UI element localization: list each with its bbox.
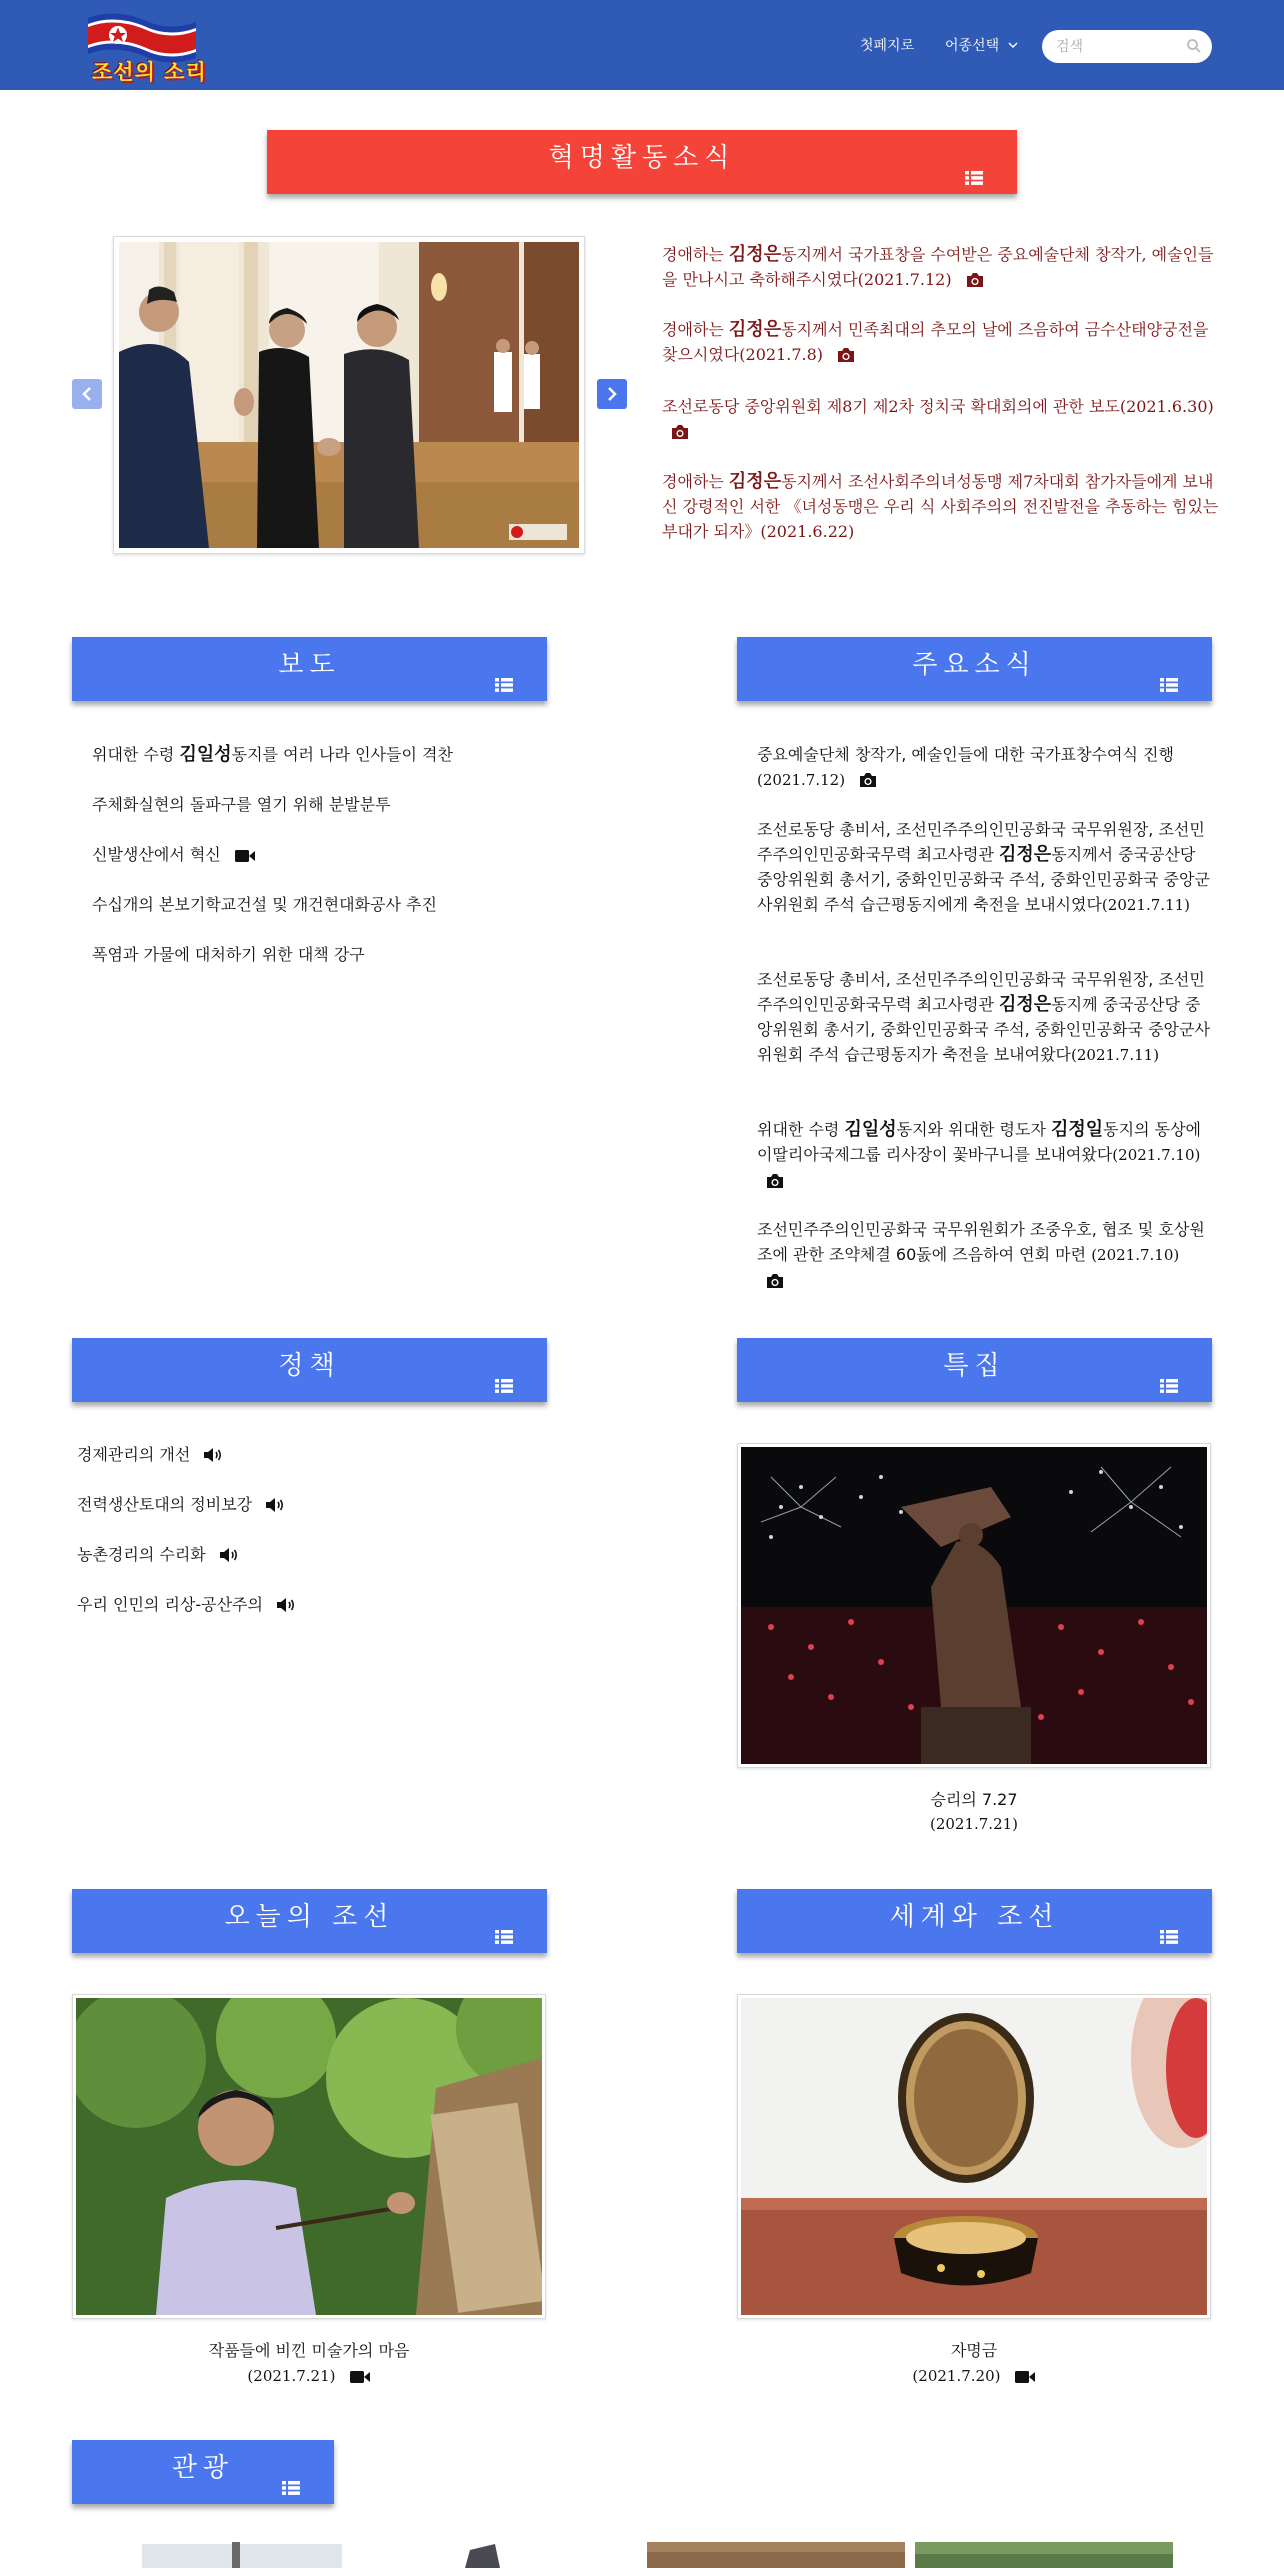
special-caption[interactable]: 승리의 7.27 (2021.7.21) — [929, 1790, 1019, 1833]
policy-banner[interactable] — [72, 1338, 547, 1402]
camera-icon — [858, 772, 878, 788]
nav-language-label: 어종선택 — [945, 38, 1000, 54]
report-item[interactable]: 위대한 수령 김일성동지를 여러 나라 인사들이 격찬 — [92, 744, 453, 765]
list-icon — [1160, 1379, 1178, 1393]
tourism-thumbnail[interactable] — [647, 2542, 905, 2568]
top-header — [0, 0, 1284, 90]
section-title: 세계와 조선 — [889, 1902, 1060, 1932]
report-item[interactable]: 주체화실현의 돌파구를 열기 위해 분발분투 — [92, 795, 391, 814]
speaker-icon — [265, 1497, 285, 1513]
list-icon — [282, 2481, 300, 2495]
world-banner[interactable] — [737, 1889, 1212, 1953]
section-title: 주요소식 — [912, 650, 1037, 680]
tourism-banner[interactable] — [72, 2440, 334, 2504]
search-input[interactable] — [1056, 37, 1181, 57]
list-icon — [965, 171, 983, 185]
policy-item[interactable]: 경제관리의 개선 — [77, 1442, 223, 1467]
today-photo[interactable] — [72, 1994, 546, 2319]
video-icon — [1014, 2370, 1036, 2384]
list-icon — [495, 678, 513, 692]
list-icon — [1160, 678, 1178, 692]
headline-item[interactable]: 경애하는 김정은동지께서 조선사회주의녀성동맹 제7차대회 참가자들에게 보내신 강령적인 서한 《녀성동맹은 우리 식 사회주의의 전진발전을 추동하는 힘있는 부대가 되자》(2021.6.22) — [662, 471, 1219, 541]
main-news-item[interactable]: 조선로동당 총비서, 조선민주주의인민공화국 국무위원장, 조선민주주의인민공화국무력 최고사령관 김정은동지께 중국공산당 중앙위원회 총서기, 중화인민공화국 주석, 중화인민공화국 중앙군사위원회 주석 습근평동지가 축전을 보내여왔다(2021.7.11) — [757, 970, 1210, 1064]
tourism-thumbnail[interactable] — [385, 2542, 635, 2568]
section-title: 정책 — [278, 1351, 341, 1381]
tourism-thumbnail[interactable] — [112, 2542, 372, 2568]
section-title: 관광 — [171, 2453, 235, 2483]
main-news-banner[interactable] — [737, 637, 1212, 701]
list-icon — [495, 1930, 513, 1944]
video-icon — [349, 2370, 371, 2384]
list-icon — [495, 1379, 513, 1393]
carousel-prev-button[interactable] — [72, 379, 102, 409]
camera-icon — [765, 1173, 785, 1189]
main-news-item[interactable]: 조선민주주의인민공화국 국무위원회가 조중우호, 협조 및 호상원조에 관한 조약체결 60돐에 즈음하여 연회 마련 (2021.7.10) — [757, 1217, 1212, 1293]
search-box — [1042, 30, 1212, 63]
camera-icon — [836, 347, 856, 363]
main-news-item[interactable]: 조선로동당 총비서, 조선민주주의인민공화국 국무위원장, 조선민주주의인민공화국무력 최고사령관 김정은동지께서 중국공산당 중앙위원회 총서기, 중화인민공화국 주석, 중화인민공화국 중앙군사위원회 주석 습근평동지에게 축전을 보내시였다(2021.7.11) — [757, 820, 1210, 914]
search-icon[interactable] — [1186, 38, 1202, 54]
chevron-down-icon — [1008, 41, 1018, 49]
policy-item[interactable]: 농촌경리의 수리화 — [77, 1542, 239, 1567]
main-news-item[interactable]: 중요예술단체 창작가, 예술인들에 대한 국가표창수여식 진행 (2021.7.12) — [757, 745, 1174, 789]
special-banner[interactable] — [737, 1338, 1212, 1402]
camera-icon — [965, 272, 985, 288]
section-title: 혁명활동소식 — [548, 143, 736, 173]
headline-item[interactable]: 경애하는 김정은동지께서 민족최대의 추모의 날에 즈음하여 금수산태양궁전을 찾으시였다(2021.7.8) — [662, 319, 1209, 364]
world-caption[interactable]: 자명금 (2021.7.20) — [737, 2338, 1211, 2389]
logo-text: 조선의 소리 — [92, 60, 207, 84]
site-logo[interactable] — [84, 8, 210, 84]
headline-item[interactable]: 조선로동당 중앙위원회 제8기 제2차 정치국 확대회의에 관한 보도(2021.6.30) — [662, 394, 1228, 444]
main-news-item[interactable]: 위대한 수령 김일성동지와 위대한 령도자 김정일동지의 동상에 이딸리아국제그룹 리사장이 꽃바구니를 보내여왔다(2021.7.10) — [757, 1117, 1212, 1193]
policy-item[interactable]: 전력생산토대의 정비보강 — [77, 1492, 285, 1517]
world-photo[interactable] — [737, 1994, 1211, 2319]
speaker-icon — [203, 1447, 223, 1463]
chevron-left-icon — [72, 379, 102, 409]
speaker-icon — [276, 1597, 296, 1613]
report-item[interactable]: 수십개의 본보기학교건설 및 개건현대화공사 추진 — [92, 895, 437, 914]
camera-icon — [670, 424, 690, 440]
list-icon — [1160, 1930, 1178, 1944]
section-title: 오늘의 조선 — [224, 1902, 395, 1932]
nav-language-dropdown[interactable] — [945, 35, 1018, 55]
headline-carousel[interactable] — [113, 236, 585, 554]
today-banner[interactable] — [72, 1889, 547, 1953]
speaker-icon — [219, 1547, 239, 1563]
nav-home-link[interactable]: 첫페지로 — [860, 38, 915, 54]
special-photo[interactable] — [737, 1443, 1211, 1768]
section-title: 보도 — [278, 650, 341, 680]
chevron-right-icon — [597, 379, 627, 409]
reports-banner[interactable] — [72, 637, 547, 701]
video-icon — [234, 849, 256, 863]
report-item[interactable]: 신발생산에서 혁신 — [92, 842, 562, 867]
report-item[interactable]: 폭염과 가물에 대처하기 위한 대책 강구 — [92, 945, 365, 964]
today-caption[interactable]: 작품들에 비낀 미술가의 마음 (2021.7.21) — [208, 2341, 410, 2385]
headline-item[interactable]: 경애하는 김정은동지께서 국가표창을 수여받은 중요예술단체 창작가, 예술인들을 만나시고 축하해주시였다(2021.7.12) — [662, 244, 1214, 289]
headline-photo — [119, 242, 579, 548]
camera-icon — [765, 1273, 785, 1289]
section-title: 특집 — [943, 1351, 1006, 1381]
revolution-news-banner[interactable] — [267, 130, 1017, 194]
tourism-thumbnail[interactable] — [915, 2542, 1173, 2568]
carousel-next-button[interactable] — [597, 379, 627, 409]
policy-item[interactable]: 우리 인민의 리상-공산주의 — [77, 1592, 296, 1617]
